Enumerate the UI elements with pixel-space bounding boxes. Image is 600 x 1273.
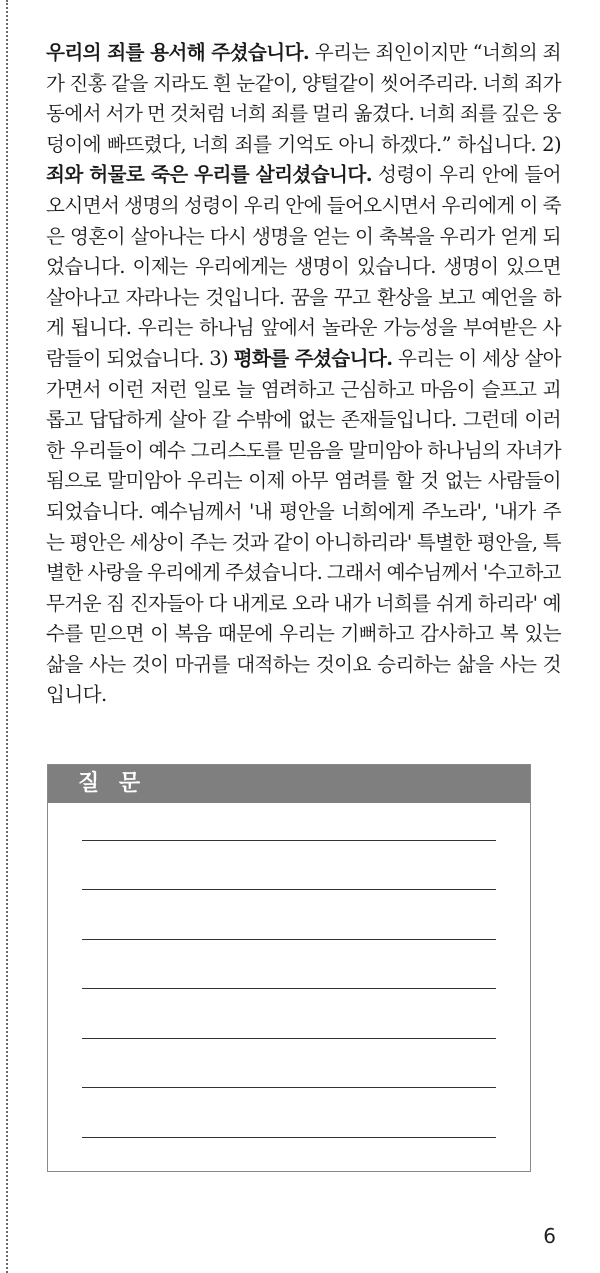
- answer-line[interactable]: [82, 1087, 496, 1088]
- page-edge-dotted-border: [6, 0, 8, 1273]
- answer-line[interactable]: [82, 939, 496, 940]
- answer-line[interactable]: [82, 1038, 496, 1039]
- answer-line[interactable]: [82, 889, 496, 890]
- page-number: 6: [543, 1224, 556, 1248]
- point-2-heading: 죄와 허물로 죽은 우리를 살리셨습니다.: [46, 163, 372, 187]
- answer-line[interactable]: [82, 1137, 496, 1138]
- point-1-heading: 우리의 죄를 용서해 주셨습니다.: [46, 41, 310, 64]
- point-3-text: 우리는 이 세상 살아가면서 이런 저런 일로 늘 염려하고 근심하고 마음이 슬프고 괴롭고 답답하게 살아 갈 수밖에 없는 존재들입니다. 그런데 이러한 우리들이 예수 그리스도를 믿음을 말미암아 하나님의 자녀가 됨으로 말미암아 우리는 이제 아무 염려를 할 것 없는 사람들이 되었습니다. 예수님께서 '내 평안을 너희에게 주노라', '내가 주는 평안은 세상이 주는 것과 같이 아니하리라' 특별한 평안을, 특별한 사랑을 우리에게 주셨습니다. 그래서 예수님께서 '수고하고 무거운 짐 진자들아 다 내게로 오라 내가 너희를 쉬게 하리라' 예수를 믿으면 이 복음 때문에 우리는 기뻐하고 감사하고 복 있는 삶을 사는 것이 마귀를 대적하는 것이요 승리하는 삶을 사는 것입니다.: [46, 346, 561, 707]
- answer-line[interactable]: [82, 988, 496, 989]
- sermon-paragraph: [46, 38, 561, 711]
- point-1-text: 우리는 죄인이지만 “너희의 죄가 진홍 같을 지라도 흰 눈같이, 양털같이 씻어주리라. 너희 죄가 동에서 서가 먼 것처럼 너희 죄를 멀리 옮겼다. 너희 죄를 깊은 웅덩이에 빠뜨렸다, 너희 죄를 기억도 아니 하겠다.” 하십니다. 2): [46, 41, 561, 156]
- question-box: [47, 764, 531, 1172]
- question-box-title: 질 문: [48, 765, 530, 803]
- point-3-heading: 평화를 주셨습니다.: [233, 346, 393, 370]
- point-2-text: 성령이 우리 안에 들어오시면서 생명의 성령이 우리 안에 들어오시면서 우리에게 이 죽은 영혼이 살아나는 다시 생명을 얻는 이 축복을 우리가 얻게 되었습니다. 이제는 우리에게는 생명이 있습니다. 생명이 있으면 살아나고 자라나는 것입니다. 꿈을 꾸고 환상을 보고 예언을 하게 됩니다. 우리는 하나님 앞에서 놀라운 가능성을 부여받은 사람들이 되었습니다. 3): [46, 163, 561, 370]
- answer-line[interactable]: [82, 840, 496, 841]
